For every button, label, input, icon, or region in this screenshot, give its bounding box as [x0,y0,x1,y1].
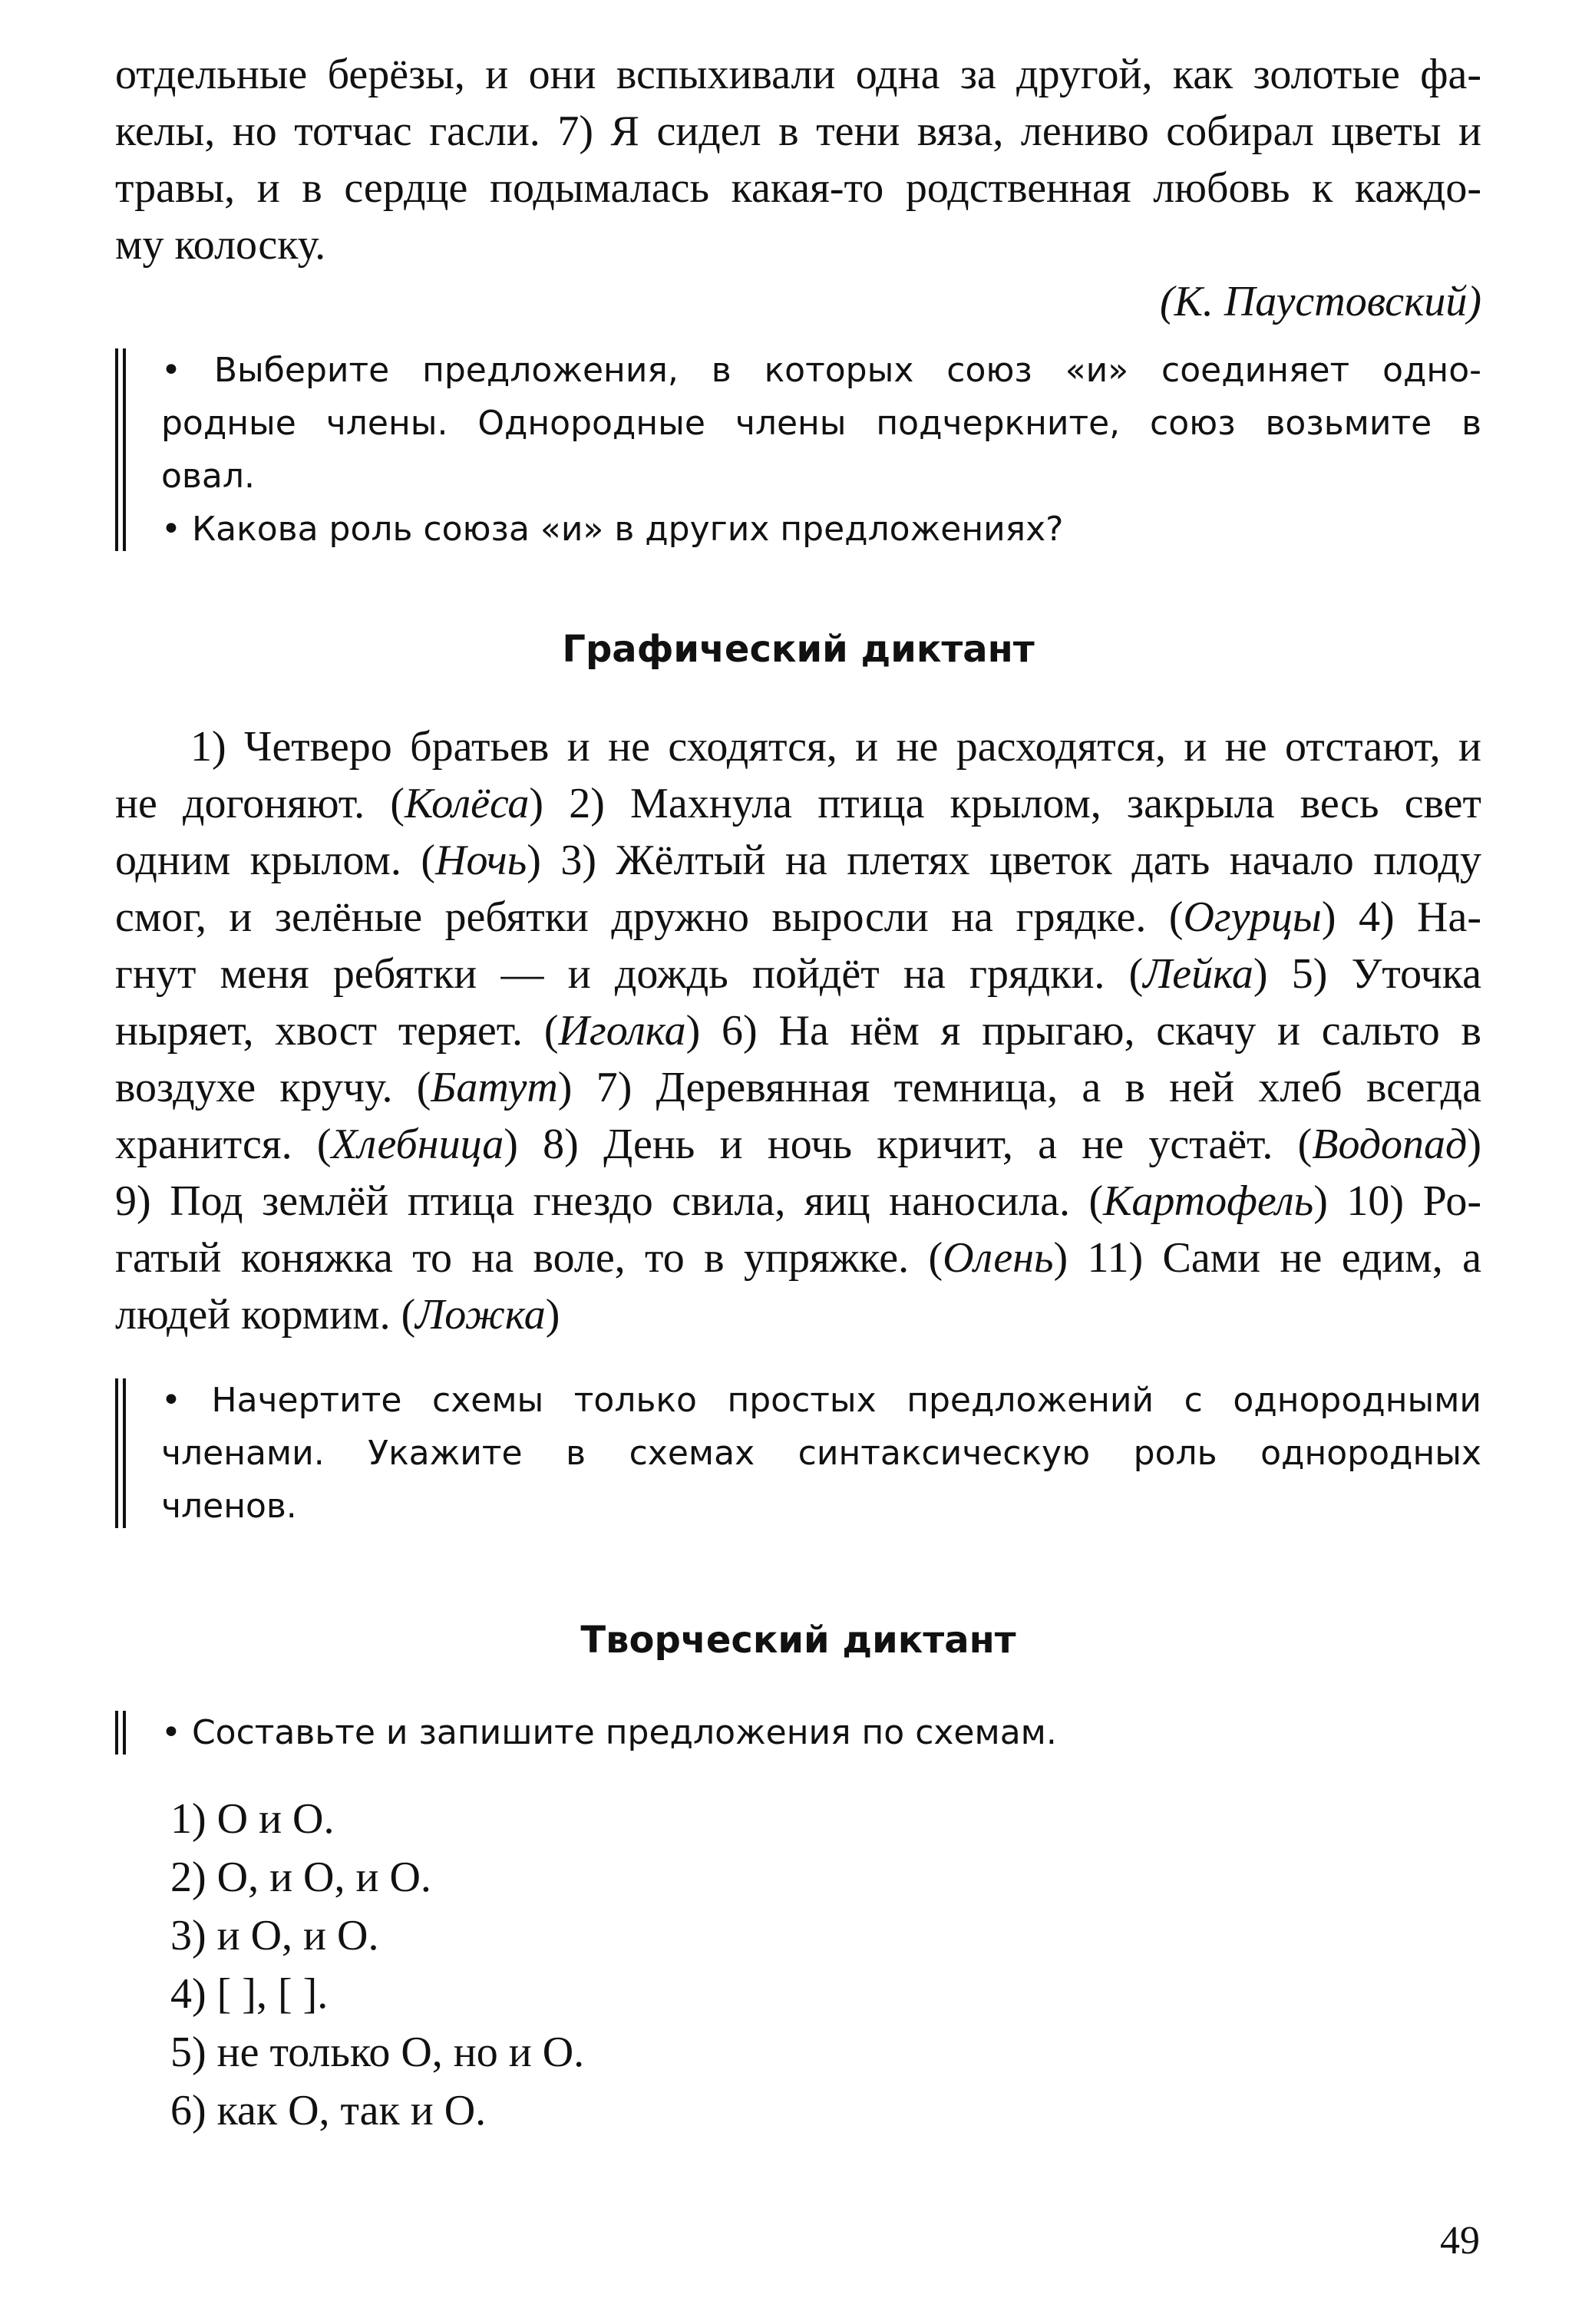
author-attribution: (К. Паустовский) [1160,278,1481,325]
page-number: 49 [1440,2219,1480,2263]
scheme-item: 1) О и О. [170,1795,335,1843]
vertical-bar [115,1378,126,1528]
task-line: • Начертите схемы только простых предложений с однородными [161,1381,1481,1420]
task-line: овал. [161,457,255,496]
text-fragment [115,46,1481,330]
text-line: отдельные берёзы, и они вспыхивали одна за другой, как золотые фа- [115,51,1481,98]
task-block-3 [115,1706,1481,1759]
text-line: людей кормим. (Ложка) [115,1291,560,1339]
task-line: членами. Укажите в схемах синтаксическую роль однородных [161,1434,1481,1473]
text-line: 9) Под землёй птица гнездо свила, яиц наносила. (Картофель) 10) Ро- [115,1177,1482,1225]
text-line: гатый коняжка то на воле, то в упряжке. (Олень) 11) Сами не едим, а [115,1234,1481,1282]
scheme-list [115,1790,1481,2140]
scheme-item: 6) как О, так и О. [170,2087,487,2134]
scheme-item: 2) О, и О, и О. [170,1854,431,1901]
text-line: келы, но тотчас гасли. 7) Я сидел в тени вяза, лениво собирал цветы и [115,107,1481,155]
vertical-bar [115,1711,126,1755]
text-line: гнут меня ребятки — и дождь пойдёт на грядки. (Лейка) 5) Уточка [115,950,1481,998]
text-line: смог, и зелёные ребятки дружно выросли на грядке. (Огурцы) 4) На- [115,893,1482,941]
scheme-item: 5) не только О, но и О. [170,2029,585,2076]
text-line: хранится. (Хлебница) 8) День и ночь кричит, а не устаёт. (Водопад) [115,1121,1482,1168]
task-line: членов. [161,1487,297,1526]
task-line: • Составьте и запишите предложения по схемам. [161,1713,1057,1752]
vertical-bar [115,348,126,551]
graphic-dictation-text [115,718,1481,1343]
text-line: одним крылом. (Ночь) 3) Жёлтый на плетях цветок дать начало плоду [115,837,1481,884]
task-line: • Выберите предложения, в которых союз «и» соединяет одно- [161,351,1481,390]
text-line: ныряет, хвост теряет. (Иголка) 6) На нём я прыгаю, скачу и сальто в [115,1007,1481,1055]
text-line: травы, и в сердце подымалась какая-то родственная любовь к каждо- [115,164,1481,212]
text-line: 1) Четверо братьев и не сходятся, и не расходятся, и не отстают, и [190,723,1481,771]
section-heading-graphic-dictation: Графический диктант [562,628,1035,671]
section-heading-creative-dictation: Творческий диктант [580,1619,1016,1662]
task-block-2 [115,1374,1481,1533]
page [115,46,1481,2140]
scheme-item: 3) и О, и О. [170,1912,379,1959]
task-block-1 [115,344,1481,556]
scheme-item: 4) [ ], [ ]. [170,1970,329,2018]
task-line: • Какова роль союза «и» в других предложениях? [161,510,1064,549]
text-line: воздухе кручу. (Батут) 7) Деревянная темница, а в ней хлеб всегда [115,1064,1481,1111]
text-line: не догоняют. (Колёса) 2) Махнула птица крылом, закрыла весь свет [115,780,1482,827]
task-line: родные члены. Однородные члены подчеркните, союз возьмите в [161,404,1481,443]
text-line: му колоску. [115,221,326,269]
